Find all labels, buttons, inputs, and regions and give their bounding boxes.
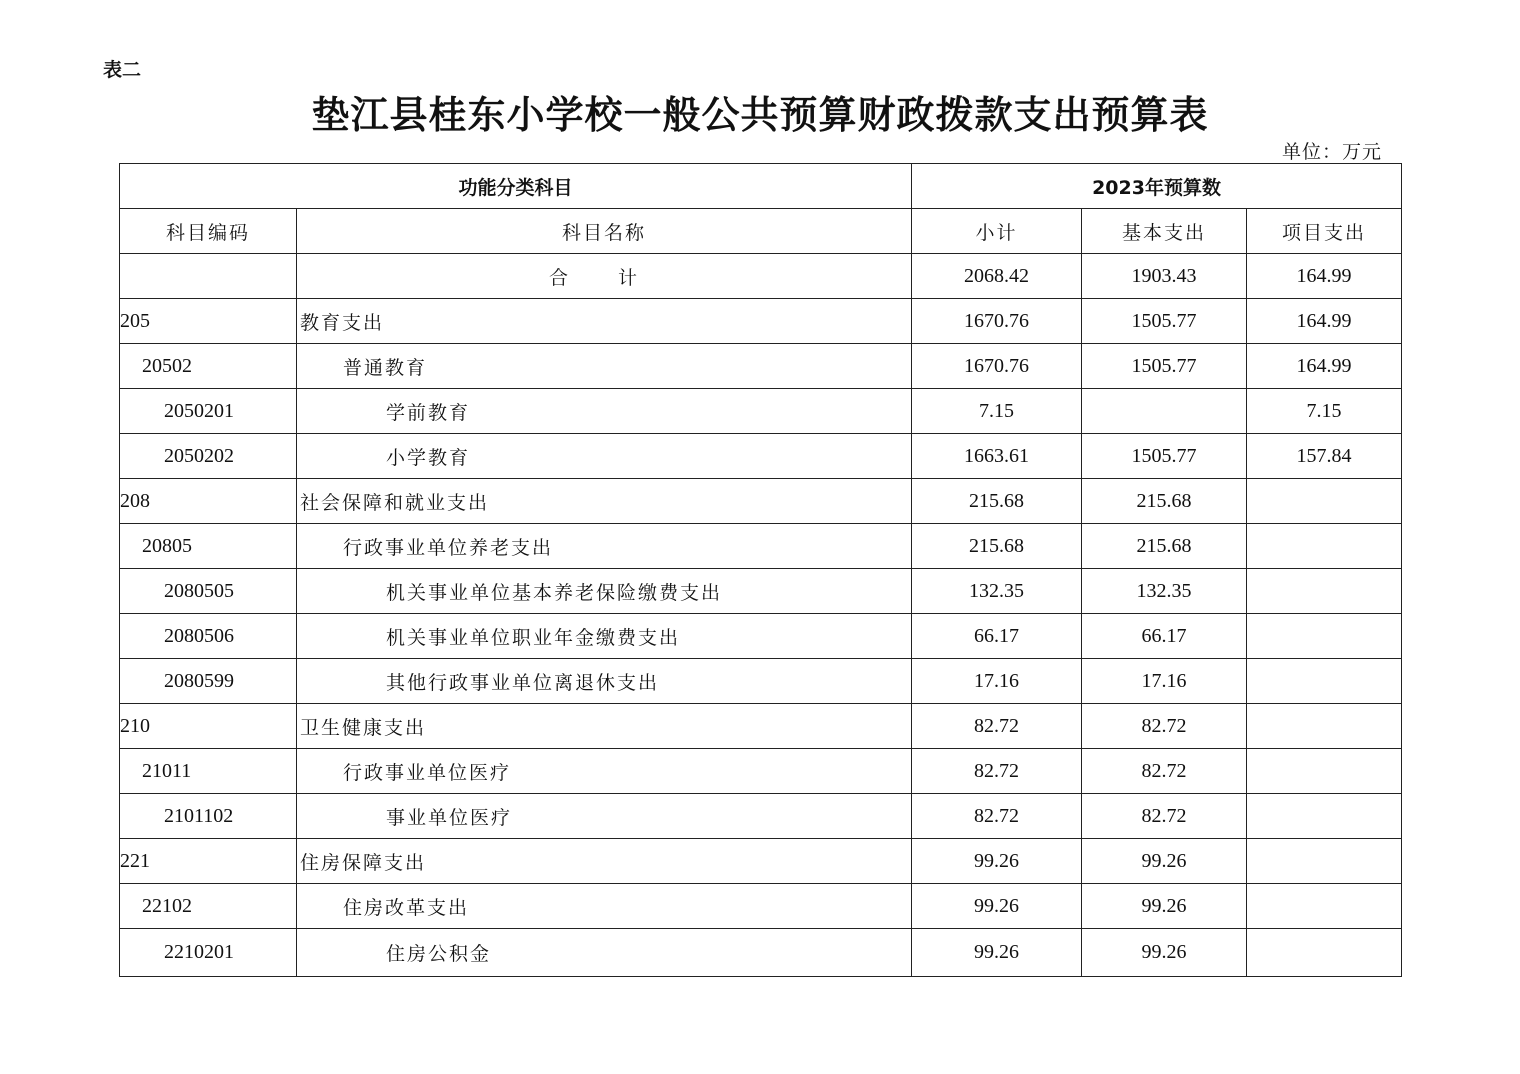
row-name: 事业单位医疗	[297, 794, 912, 839]
row-subtotal: 66.17	[912, 614, 1082, 659]
row-project	[1247, 929, 1402, 977]
row-subtotal: 99.26	[912, 884, 1082, 929]
table-row	[120, 839, 1402, 884]
row-subtotal: 99.26	[912, 929, 1082, 977]
row-subtotal: 1663.61	[912, 434, 1082, 479]
header-functional-classification: 功能分类科目	[120, 164, 912, 209]
table-row	[120, 794, 1402, 839]
row-code: 2050202	[120, 434, 297, 479]
row-code: 2210201	[120, 929, 297, 977]
row-basic: 215.68	[1082, 524, 1247, 569]
row-subtotal: 1670.76	[912, 344, 1082, 389]
table-row	[120, 929, 1402, 977]
header-columns-row	[120, 209, 1402, 254]
row-name: 行政事业单位医疗	[297, 749, 912, 794]
table-row	[120, 434, 1402, 479]
row-code: 2080505	[120, 569, 297, 614]
total-basic: 1903.43	[1082, 254, 1247, 299]
row-name: 普通教育	[297, 344, 912, 389]
row-subtotal: 82.72	[912, 704, 1082, 749]
row-code: 21011	[120, 749, 297, 794]
row-code: 205	[120, 299, 297, 344]
row-project	[1247, 479, 1402, 524]
table-row	[120, 524, 1402, 569]
row-name: 机关事业单位职业年金缴费支出	[297, 614, 912, 659]
row-basic: 1505.77	[1082, 299, 1247, 344]
header-code: 科目编码	[120, 209, 297, 254]
budget-table	[119, 163, 1402, 977]
row-project	[1247, 839, 1402, 884]
row-name: 住房保障支出	[297, 839, 912, 884]
row-project	[1247, 704, 1402, 749]
row-code: 22102	[120, 884, 297, 929]
row-basic	[1082, 389, 1247, 434]
table-row	[120, 884, 1402, 929]
row-basic: 82.72	[1082, 794, 1247, 839]
row-name: 学前教育	[297, 389, 912, 434]
row-code: 2080599	[120, 659, 297, 704]
unit-label: 单位：万元	[1281, 141, 1382, 163]
row-project	[1247, 659, 1402, 704]
row-basic: 17.16	[1082, 659, 1247, 704]
row-code: 208	[120, 479, 297, 524]
table-row	[120, 659, 1402, 704]
row-subtotal: 215.68	[912, 524, 1082, 569]
row-code: 210	[120, 704, 297, 749]
row-basic: 99.26	[1082, 884, 1247, 929]
row-subtotal: 17.16	[912, 659, 1082, 704]
row-subtotal: 82.72	[912, 794, 1082, 839]
table-row	[120, 479, 1402, 524]
header-name: 科目名称	[297, 209, 912, 254]
row-project: 157.84	[1247, 434, 1402, 479]
header-group-row	[120, 164, 1402, 209]
row-basic: 1505.77	[1082, 344, 1247, 389]
row-basic: 1505.77	[1082, 434, 1247, 479]
row-subtotal: 99.26	[912, 839, 1082, 884]
row-name: 住房公积金	[297, 929, 912, 977]
row-project	[1247, 749, 1402, 794]
row-name: 社会保障和就业支出	[297, 479, 912, 524]
row-code: 2101102	[120, 794, 297, 839]
row-name: 住房改革支出	[297, 884, 912, 929]
table-row	[120, 344, 1402, 389]
row-basic: 66.17	[1082, 614, 1247, 659]
total-project: 164.99	[1247, 254, 1402, 299]
row-name: 小学教育	[297, 434, 912, 479]
row-project	[1247, 569, 1402, 614]
page-title: 垫江县桂东小学校一般公共预算财政拨款支出预算表	[311, 92, 1209, 137]
row-project	[1247, 524, 1402, 569]
row-project	[1247, 614, 1402, 659]
row-project	[1247, 794, 1402, 839]
row-project: 7.15	[1247, 389, 1402, 434]
total-label: 合 计	[548, 266, 660, 289]
row-name: 其他行政事业单位离退休支出	[297, 659, 912, 704]
row-basic: 132.35	[1082, 569, 1247, 614]
row-name: 卫生健康支出	[297, 704, 912, 749]
table-row	[120, 389, 1402, 434]
table-row	[120, 569, 1402, 614]
row-subtotal: 7.15	[912, 389, 1082, 434]
row-code: 20502	[120, 344, 297, 389]
table-row	[120, 614, 1402, 659]
row-subtotal: 1670.76	[912, 299, 1082, 344]
row-subtotal: 215.68	[912, 479, 1082, 524]
budget-table-body	[120, 164, 1402, 977]
row-name: 行政事业单位养老支出	[297, 524, 912, 569]
row-name: 机关事业单位基本养老保险缴费支出	[297, 569, 912, 614]
total-subtotal: 2068.42	[912, 254, 1082, 299]
row-code: 221	[120, 839, 297, 884]
row-subtotal: 132.35	[912, 569, 1082, 614]
table-row	[120, 299, 1402, 344]
row-code: 2080506	[120, 614, 297, 659]
table-row	[120, 704, 1402, 749]
row-basic: 99.26	[1082, 929, 1247, 977]
row-basic: 82.72	[1082, 704, 1247, 749]
row-name: 教育支出	[297, 299, 912, 344]
table-number-label: 表二	[103, 59, 142, 81]
header-basic: 基本支出	[1082, 209, 1247, 254]
row-code: 2050201	[120, 389, 297, 434]
total-code-cell	[120, 254, 297, 299]
row-basic: 82.72	[1082, 749, 1247, 794]
total-label-cell	[297, 254, 912, 299]
row-project: 164.99	[1247, 299, 1402, 344]
header-project: 项目支出	[1247, 209, 1402, 254]
total-row	[120, 254, 1402, 299]
row-basic: 215.68	[1082, 479, 1247, 524]
row-subtotal: 82.72	[912, 749, 1082, 794]
row-code: 20805	[120, 524, 297, 569]
table-row	[120, 749, 1402, 794]
header-budget-year: 2023年预算数	[912, 164, 1402, 209]
header-subtotal: 小计	[912, 209, 1082, 254]
row-project	[1247, 884, 1402, 929]
row-basic: 99.26	[1082, 839, 1247, 884]
row-project: 164.99	[1247, 344, 1402, 389]
